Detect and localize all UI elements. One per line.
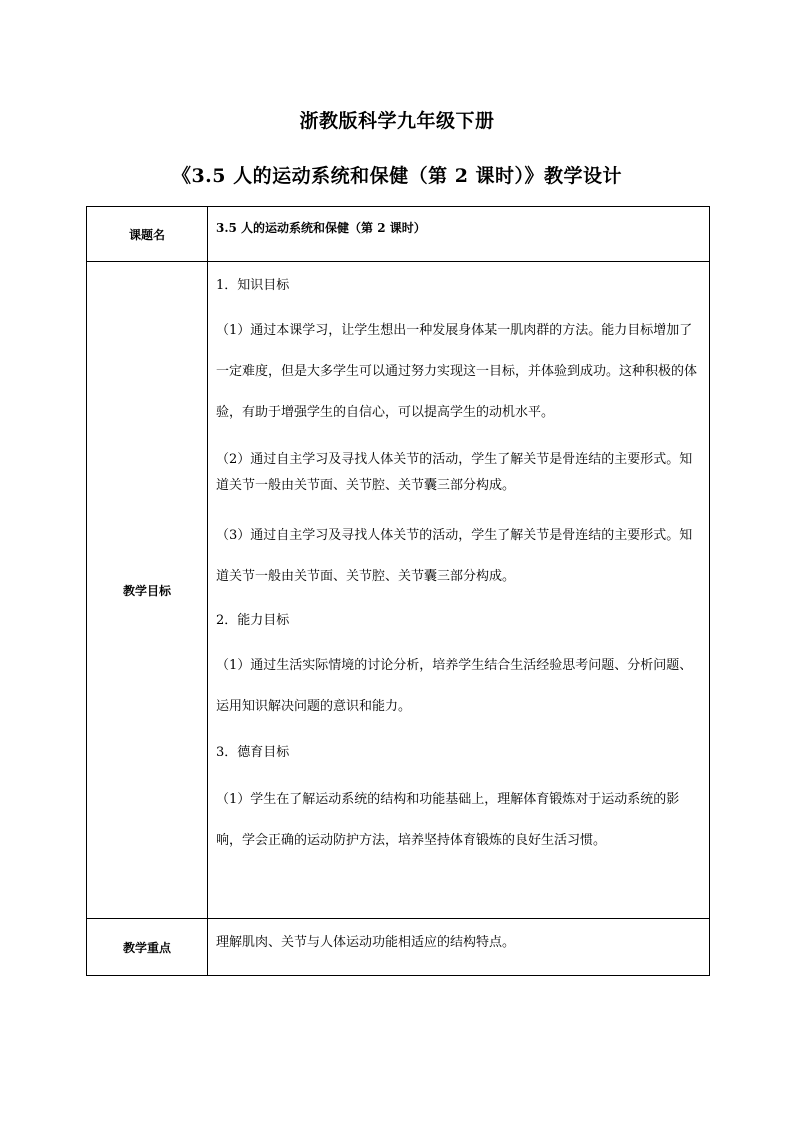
teaching-focus-value: 理解肌肉、关节与人体运动功能相适应的结构特点。 bbox=[216, 935, 516, 950]
document-subtitle: 《3.5 人的运动系统和保健（第 2 课时）》教学设计 bbox=[171, 165, 623, 187]
table-row-teaching-focus bbox=[87, 919, 710, 976]
lesson-plan-table bbox=[86, 206, 710, 976]
ability-goal-item-1: （1）通过生活实际情境的讨论分析，培养学生结合生活经验思考问题、分析问题、运用知识解决问题的意识和能力。 bbox=[216, 658, 693, 714]
lesson-name-value: 3.5 人的运动系统和保健（第 2 课时） bbox=[216, 221, 426, 235]
lesson-name-label: 课题名 bbox=[87, 207, 208, 262]
teaching-goals-cell bbox=[208, 262, 710, 919]
document-title: 浙教版科学九年级下册 bbox=[299, 110, 495, 132]
teaching-goals-label: 教学目标 bbox=[87, 262, 208, 919]
knowledge-goal-heading: 1．知识目标 bbox=[216, 278, 290, 293]
knowledge-goal-item-3: （3）通过自主学习及寻找人体关节的活动，学生了解关节是骨连结的主要形式。知道关节一般由关节面、关节腔、关节囊三部分构成。 bbox=[216, 528, 693, 584]
lesson-name-cell bbox=[208, 207, 710, 262]
knowledge-goal-item-1: （1）通过本课学习，让学生想出一种发展身体某一肌肉群的方法。能力目标增加了一定难度，但是大多学生可以通过努力实现这一目标，并体验到成功。这种积极的体验，有助于增强学生的自信心，可以提高学生的动机水平。 bbox=[216, 323, 698, 420]
knowledge-goal-item-2: （2）通过自主学习及寻找人体关节的活动，学生了解关节是骨连结的主要形式。知道关节一般由关节面、关节腔、关节囊三部分构成。 bbox=[216, 452, 693, 493]
table-row-lesson-name bbox=[87, 207, 710, 262]
ability-goal-heading: 2．能力目标 bbox=[216, 613, 290, 628]
moral-goal-item-1: （1）学生在了解运动系统的结构和功能基础上，理解体育锻炼对于运动系统的影响，学会正确的运动防护方法，培养坚持体育锻炼的良好生活习惯。 bbox=[216, 792, 680, 848]
moral-goal-heading: 3．德育目标 bbox=[216, 745, 290, 760]
table-row-teaching-goals bbox=[87, 262, 710, 919]
teaching-focus-cell bbox=[208, 919, 710, 976]
teaching-focus-label: 教学重点 bbox=[87, 919, 208, 976]
